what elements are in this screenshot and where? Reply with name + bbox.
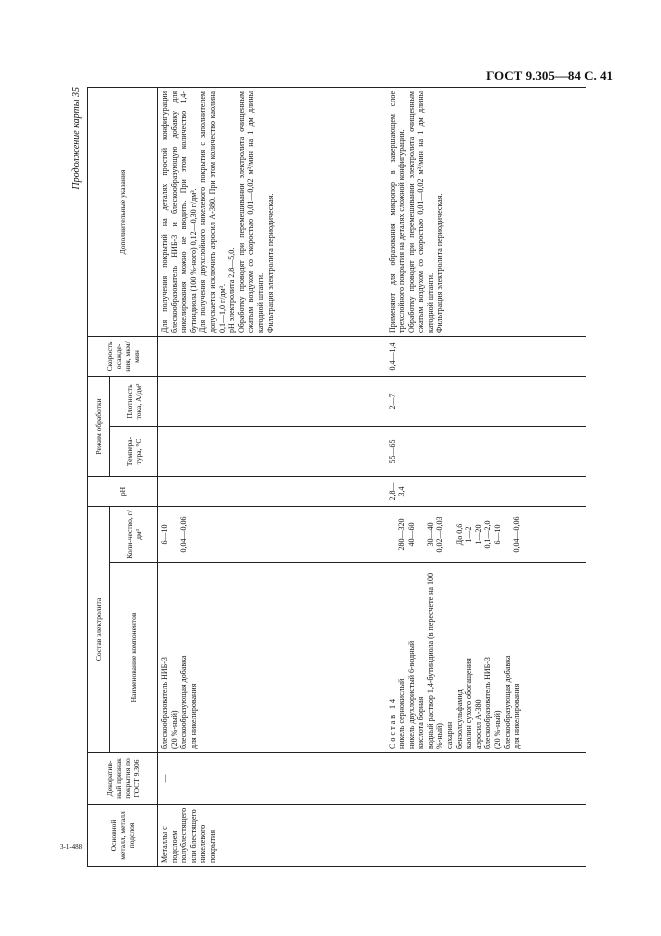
row2-note-2: Обработку проводят при перемешивании электролита очищенным сжатым воздухом со скоростью 0,01—0,02 м³/мин на 1 дм длины катодной штанги. [406, 91, 435, 333]
row1-quantities: 6—10 0,04—0,06 [158, 507, 386, 563]
continuation-label: Продолжение карты 35 [71, 87, 82, 190]
row2-deposition-rate: 0,4—1,4 [386, 336, 586, 376]
col-regime: Режим обработки [88, 376, 110, 476]
row2-quantities: 280—320 40—60 30—40 0,02—0,03 До 0,6 1—2 1—20 0,1—2,0 6—10 0,04—0,06 [386, 507, 586, 563]
row2-note-3: Фильтрация электролита периодическая. [435, 193, 445, 333]
row2-notes [386, 88, 586, 337]
row1-ph [158, 477, 386, 507]
page-footer-code: 3-1-488 [60, 843, 83, 851]
col-decorative: Декоратив-ный признак покрытия по ГОСТ 9.306 [88, 753, 158, 805]
row1-notes [158, 88, 386, 337]
row1-note-1: Для получения покрытий на деталях простой конфигурации блескообразователь НИБ-3 и блескообразующую добавку для никелирования можно не вводить. При этом количество 1,4-бутиндиола (100 %-ного) 0,12—0,30 г/дм³. [160, 91, 198, 333]
col-deposition-rate: Скорость осажде-ния, мкм/мин [88, 336, 158, 376]
col-base-metal: Основной металл, металл подслоя [88, 805, 158, 867]
row1-note-3: рН электролита 2,8—5,0. [227, 247, 237, 333]
col-component-name: Наименование компонентов [110, 563, 158, 753]
process-table [87, 87, 586, 867]
row1-current-density [158, 376, 386, 426]
col-quantity: Коли-чество, г/дм³ [110, 507, 158, 563]
col-electrolyte: Состав электролита [88, 507, 110, 753]
row1-deposition-rate [158, 336, 386, 376]
row1-temperature [158, 427, 386, 477]
row2-temperature: 55—65 [386, 427, 586, 477]
row1-note-2: Для получения двухслойного никелевого покрытия с заполнителем допускается исключить аэросил А-380. При этом количество каолина 0,1—1,0 г/дм³. [198, 91, 227, 333]
row1-note-5: Фильтрация электролита периодическая. [265, 193, 275, 333]
row1-note-4: Обработку проводят при перемешивании электролита очищенным сжатым воздухом со скоростью 0,01—0,02 м³/мин на 1 дм длины катодной штанги. [236, 91, 265, 333]
col-temperature: Темпера-тура, °С [110, 427, 158, 477]
row2-ph: 2,8—3,4 [386, 477, 586, 507]
base-metal-cell: Металлы с подслоем полублестящего или блестящего никелевого покрытия [158, 805, 586, 867]
row2-composition-title: Состав 14 [387, 696, 397, 749]
page-header: ГОСТ 9.305—84 С. 41 [486, 68, 613, 83]
row1-components: блескообразователь НИБ-3 (20 %-ный) блескообразующая добавка для никелирования [158, 563, 386, 753]
col-current-density: Плотность тока, А/дм² [110, 376, 158, 426]
col-ph: рН [88, 477, 158, 507]
row2-components-cell [386, 563, 586, 753]
col-notes: Дополнительные указания [88, 88, 158, 337]
row2-current-density: 2—7 [386, 376, 586, 426]
row2-components: никель сернокислый никель двухлористый 6-водный кислота борная водный раствор 1,4-бутиндиола (в пересчете на 100 %-ный) сахарин бензолсульфамид каолин сухого обогащения аэросил А-380 блескообразователь НИБ-3 (20 %-ный) блескообразующая добавка для никелирования [397, 573, 522, 749]
decorative-cell: — [158, 753, 586, 805]
row2-note-1: Применяют для образования микропор в завершающем слое трехслойного покрытия на деталях сложной конфигурации. [387, 91, 407, 333]
